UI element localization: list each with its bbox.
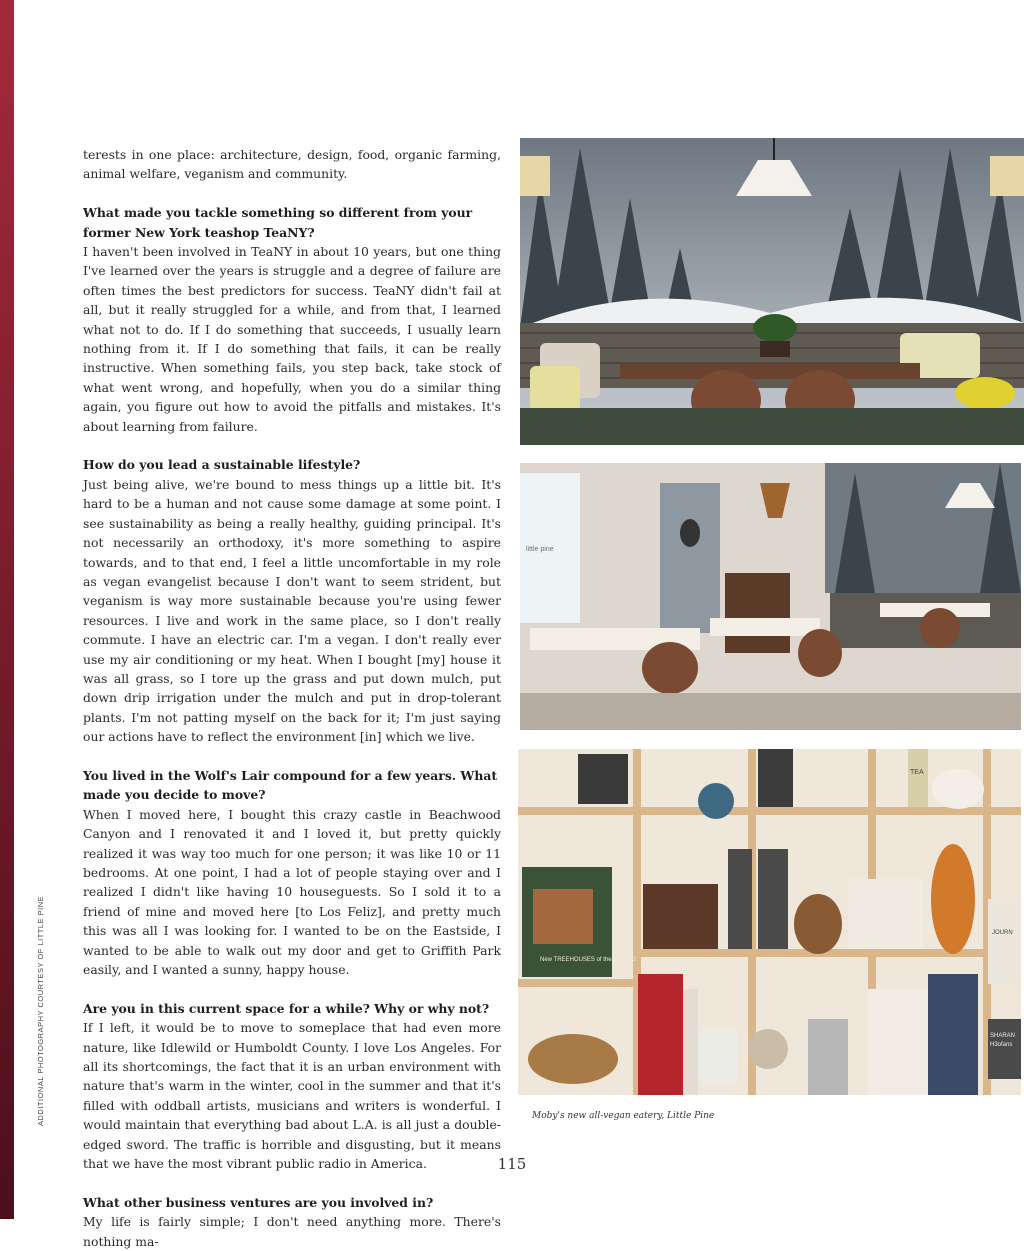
answer-2: Just being alive, we're bound to mess things up a little bit. It's hard to be a human and not cause some damage at some point. I see sustainability as being a really healthy, guiding principal. It's not necessarily an orthodoxy, it's more something to aspire towards, and to that end, I feel a little uncomfortable in my role as vegan evangelist because I don't want to seem strident, but veganism is way more sustainable because you're using fewer resources. I live and work in the same place, so I don't really commute. I have an electric car. I'm a vegan. I don't really ever use my air conditioning or my heat. When I bought [my] house it was all grass, so I tore up the grass and put down mulch, put down drip irrigation under the mulch and put in drop-tolerant plants. I'm not patting myself on the back for it; I'm just saying our actions have to reflect the environment [in] which we live.: [83, 476, 501, 745]
photo-credit: ADDITIONAL PHOTOGRAPHY COURTESY OF LITTLE PINE: [36, 895, 45, 1126]
photo-retail-shelves: [518, 749, 1021, 1095]
jar-label: TEA: [910, 769, 924, 776]
answer-1: I haven't been involved in TeaNY in about 10 years, but one thing I've learned over the years is struggle and a degree of failure are often times the best predictors for success. TeaNY didn't fail at all, but it really struggled for a while, and from that, I learned what not to do. If I do something that succeeds, I usually learn nothing from it. If I do something that fails, it can be really instructive. When something fails, you step back, take stock of what went wrong, and hopefully, when you do a similar thing again, you figure out how to avoid the pitfalls and mistakes. It's about learning from failure.: [83, 244, 501, 434]
page-number: 115: [497, 1155, 527, 1173]
article-column: [83, 145, 501, 1251]
photo-caption: Moby's new all-vegan eatery, Little Pine: [532, 1111, 715, 1121]
side-color-stripe: [0, 0, 14, 1219]
photo-dining-booth: [520, 138, 1024, 445]
answer-5: My life is fairly simple; I don't need anything more. There's nothing ma-: [83, 1214, 501, 1249]
photo-dining-room: [520, 463, 1021, 730]
answer-3: When I moved here, I bought this crazy castle in Beachwood Canyon and I renovated it and I loved it, but pretty quickly realized it was way too much for one person; it was like 10 or 11 bedrooms. At one point, I had a lot of people staying over and I realized I didn't like having 10 houseguests. So I sold it to a friend of mine and moved here [to Los Feliz], and pretty much this was all I was looking for. I wanted to be on the Eastside, I wanted to be able to walk out my door and get to Griffith Park easily, and I wanted a sunny, happy house.: [83, 806, 501, 978]
lead-paragraph: terests in one place: architecture, design, food, organic farming, animal welfare, veganism and community.: [83, 147, 501, 182]
book-title: New TREEHOUSES of the WORLD: [540, 957, 636, 963]
answer-4: If I left, it would be to move to someplace that had even more nature, like Idlewild or Humboldt County. I love Los Angeles. For all its shortcomings, the fact that it is an urban environment with nature that's warm in the winter, cool in the summer and that it's filled with oddball artists, musicians and writers is wonderful. I would maintain that everything bad about L.A. is all just a double-edged sword. The traffic is horrible and disgusting, but it means that we have the most vibrant public radio in America.: [83, 1020, 501, 1172]
window-lettering: little pine: [526, 546, 554, 553]
book-cover-right: SHARAN: [990, 1033, 1016, 1039]
book-spine: JOURN: [992, 930, 1013, 936]
question-2: How do you lead a sustainable lifestyle?: [83, 457, 361, 473]
question-5: What other business ventures are you involved in?: [83, 1194, 434, 1210]
question-3: You lived in the Wolf's Lair compound for a few years. What made you decide to move?: [83, 767, 498, 803]
question-1: What made you tackle something so different from your former New York teashop TeaNY?: [83, 205, 473, 240]
question-4: Are you in this current space for a while? Why or why not?: [83, 1000, 490, 1016]
book-cover-right-2: H3ofans: [990, 1042, 1013, 1048]
